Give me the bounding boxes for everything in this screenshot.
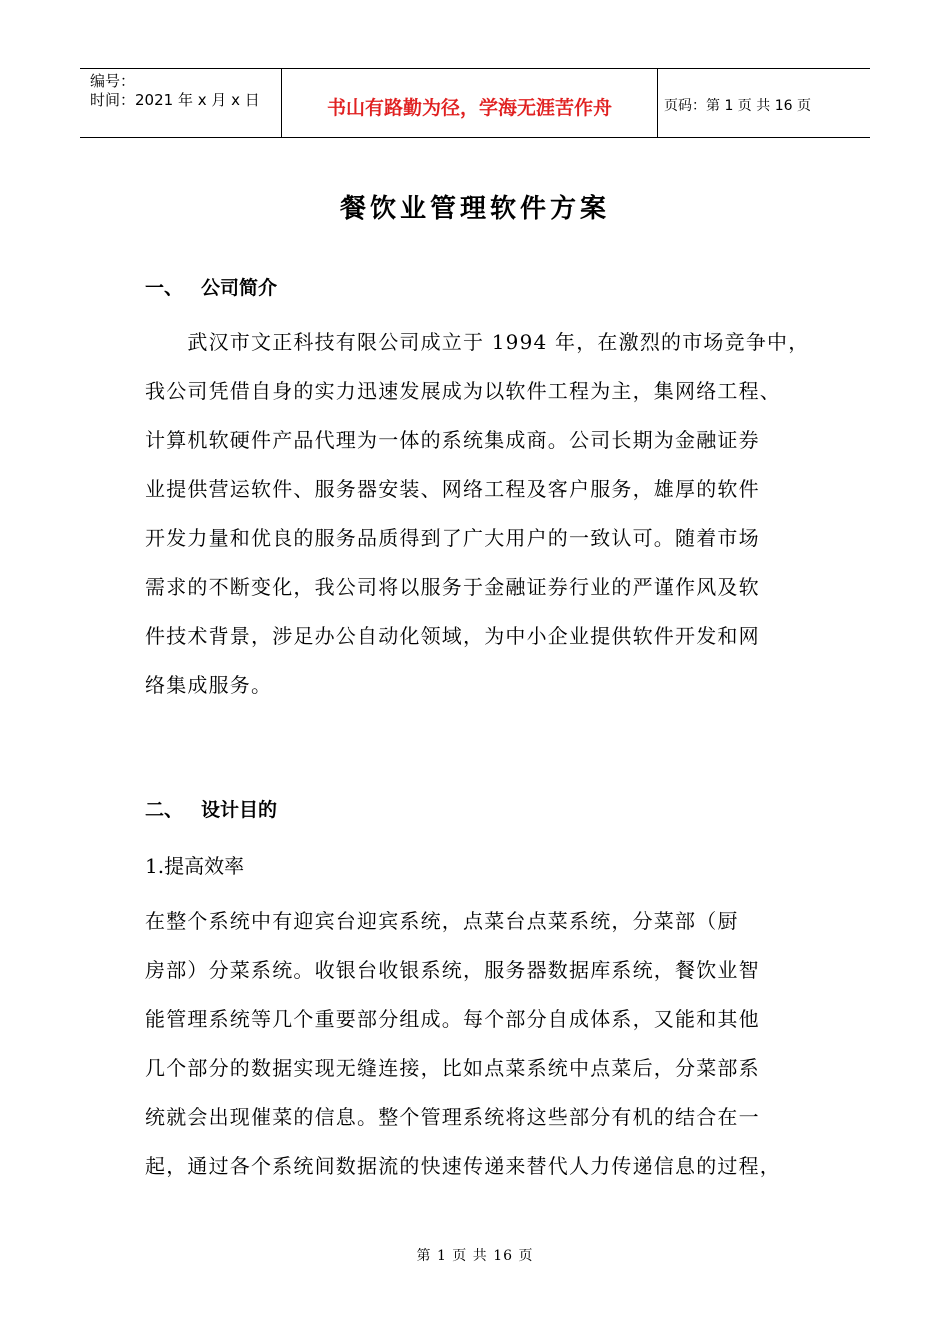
document-title: 餐饮业管理软件方案 [339, 194, 610, 224]
section-heading-company [145, 273, 277, 300]
paragraph-line: 武汉市文正科技有限公司成立于 1994 年，在激烈的市场竞争中， [145, 330, 810, 354]
header-page-info: 页码：第 1 页 共 16 页 [664, 98, 811, 114]
section-number: 一、 [145, 277, 184, 299]
paragraph-line: 我公司凭借自身的实力迅速发展成为以软件工程为主，集网络工程、 [145, 379, 781, 403]
sub-heading-efficiency: 1.提高效率 [145, 854, 245, 878]
paragraph-line: 件技术背景，涉足办公自动化领域，为中小企业提供软件开发和网 [145, 624, 760, 648]
paragraph-line: 房部）分菜系统。收银台收银系统，服务器数据库系统，餐饮业智 [145, 958, 760, 982]
company-intro-paragraph [145, 318, 825, 710]
paragraph-line: 起，通过各个系统间数据流的快速传递来替代人力传递信息的过程， [145, 1154, 781, 1178]
page-footer: 第 1 页 共 16 页 [416, 1248, 534, 1264]
header-meta [80, 69, 282, 137]
document-header [80, 68, 870, 138]
paragraph-line: 络集成服务。 [145, 673, 273, 697]
section-heading-design [145, 795, 277, 822]
paragraph-line: 业提供营运软件、服务器安装、网络工程及客户服务，雄厚的软件 [145, 477, 760, 501]
number-label: 编号： [90, 72, 136, 90]
paragraph-line: 几个部分的数据实现无缝连接，比如点菜系统中点菜后，分菜部系 [145, 1056, 760, 1080]
date-label: 时间：2021 年 x 月 x 日 [90, 91, 260, 109]
section-number: 二、 [145, 799, 184, 821]
paragraph-line: 需求的不断变化，我公司将以服务于金融证券行业的严谨作风及软 [145, 575, 760, 599]
paragraph-line: 开发力量和优良的服务品质得到了广大用户的一致认可。随着市场 [145, 526, 760, 550]
section-title: 公司简介 [201, 277, 278, 299]
paragraph-line: 能管理系统等几个重要部分组成。每个部分自成体系，又能和其他 [145, 1007, 760, 1031]
paragraph-line: 计算机软硬件产品代理为一体的系统集成商。公司长期为金融证券 [145, 428, 760, 452]
paragraph-line: 统就会出现催菜的信息。整个管理系统将这些部分有机的结合在一 [145, 1105, 760, 1129]
design-purpose-paragraph [145, 897, 825, 1191]
paragraph-line: 在整个系统中有迎宾台迎宾系统，点菜台点菜系统，分菜部（厨 [145, 909, 739, 933]
header-motto: 书山有路勤为径，学海无涯苦作舟 [282, 69, 658, 137]
section-title: 设计目的 [201, 799, 278, 821]
